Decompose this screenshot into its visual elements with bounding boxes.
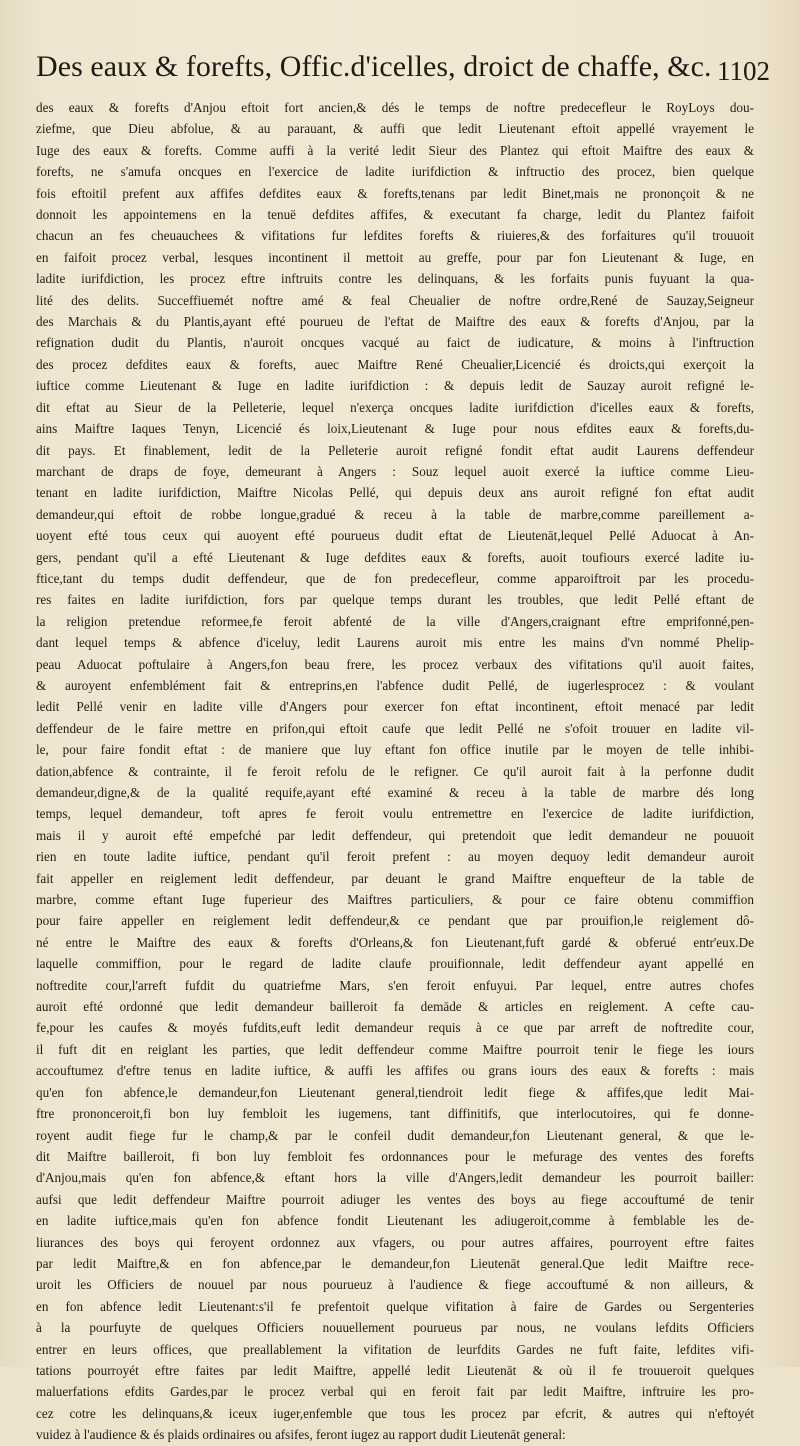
text-line: donnoit les appointemens en la tenuë defdites affifes, & executant fa charge, ledit du Plantez faifoit (36, 207, 754, 223)
text-line: ziefme, que Dieu abfolue, & au parauant, & auffi que ledit Lieutenant eftoit appellé vrayement le (36, 121, 754, 137)
text-line: dant lequel temps & abfence d'iceluy, ledit Laurens auroit mis entre les mains d'vn nommé Phelip- (36, 635, 754, 651)
text-line: Iuge des eaux & forefts. Comme auffi à la verité ledit Sieur des Plantez qui eftoit Maiftre des eaux & (36, 142, 754, 158)
text-line: en ladite iuftice,mais qu'en fon abfence fondit Lieutenant les adiugeroit,comme à femblable les de- (36, 1213, 754, 1229)
text-line: fait appeller en reiglement ledit deffendeur, par deuant le grand Maiftre enquefteur de la table de (36, 870, 754, 886)
text-line: il fuft dit en reiglant les parties, que ledit deffendeur comme Maiftre pourroit tenir le fiege les iours (36, 1041, 754, 1057)
text-line: marchant de draps de foye, demeurant à Angers : Souz lequel auoit exercé la iuftice comme Lieu- (36, 463, 754, 479)
text-line: fois eftoitil prefent aux affifes defdites eaux & forefts,tenans par ledit Binet,mais ne prononçoit & ne (36, 185, 754, 201)
text-line: ladite iurifdiction, les procez eftre inftruits contre les delinquans, & les forfaits punis fuyuant la qua- (36, 271, 754, 287)
text-line: tenant en ladite iurifdiction, Maiftre Nicolas Pellé, qui depuis deux ans auroit refigné fon eftat audit (36, 485, 754, 501)
text-line: qu'en fon abfence,le demandeur,fon Lieutenant general,tiendroit ledit fiege & affifes,que ledit Mai- (36, 1084, 754, 1100)
text-line: mais il y auroit efté empefché par ledit deffendeur, qui pretendoit que ledit demandeur ne pouuoit (36, 827, 754, 843)
text-line: à la pourfuyte de quelques Officiers nouuellement pourueus par nous, ne voulans lefdits Officiers (36, 1320, 754, 1336)
text-line: la religion pretendue reformee,fe feroit abfenté de la ville d'Angers,craignant eftre emprifonné,pen- (36, 613, 754, 629)
text-line: le, pour faire fondit eftat : de maniere que luy eftant fon office inutile par le moyen de telle inhibi- (36, 742, 754, 758)
text-line: noftredite cour,l'arreft fufdit du quatriefme Mars, s'en feroit enfuyui. Par lequel, entre autres chofes (36, 977, 754, 993)
page-header (36, 42, 776, 92)
text-line: marbre, comme eftant Iuge fuperieur des Maiftres particuliers, & pour ce faire obtenu commiffion (36, 892, 754, 908)
text-line: chacun an fes cheuauchees & vifitations fur lefdites forefts & riuieres,& des forfaitures qu'il trouuoit (36, 228, 754, 244)
text-line: des Marchais & du Plantis,ayant efté pourueu de l'eftat de Maiftre des eaux & forefts d'Anjou, par la (36, 314, 754, 330)
text-line: gers, pendant qu'il a efté Lieutenant & Iuge defdites eaux & forefts, auoit toufiours exercé ladite iu- (36, 549, 754, 565)
text-line: liurances des boys qui feroyent ordonnez aux vfagers, ou pour autres affaires, pourroyent eftre faites (36, 1234, 754, 1250)
text-line: des eaux & forefts d'Anjou eftoit fort ancien,& dés le temps de noftre predecefleur le RoyLoys dou- (36, 100, 754, 115)
text-line: demandeur,digne,& de la qualité requife,ayant efté examiné & receu à la table de marbre dés long (36, 785, 754, 800)
text-line: dation,abfence & contrainte, il fe feroit refolu de le refigner. Ce qu'il auroit fait à la perfonne dudit (36, 763, 754, 779)
text-line: res faites en ladite iurifdiction, fors par quelque temps durant les troubles, que ledit Pellé eftant de (36, 592, 754, 608)
text-line: uoyent efté tous ceux qui auoyent efté pourueus dudit eftat de Lieutenāt,lequel Pellé Aduocat à An- (36, 528, 754, 544)
text-line: ains Maiftre Iaques Tenyn, Licencié és loix,Lieutenant & Iuge pour nous efdites eaux & forefts,du- (36, 421, 754, 437)
text-line: laquelle commiffion, pour le regard de ladite claufe prouifionnale, ledit deffendeur ayant appellé en (36, 956, 754, 972)
text-line: & auroyent enfemblément fait & entreprins,en l'abfence dudit Pellé, de iugerlesprocez : & voulant (36, 677, 754, 693)
text-line: peau Aduocat poftulaire à Angers,fon beau frere, les procez verbaux des vifitations qu'il auoit faites, (36, 656, 754, 672)
text-line: ledit Pellé venir en ladite ville d'Angers pour exercer fon eftat incontinent, eftoit menacé par ledit (36, 699, 754, 715)
text-line: cez cotre les delinquans,& iceux iuger,enfemble que tous les procez par efcrit, & autres qui n'eftoyét (36, 1405, 754, 1421)
text-line: deffendeur de le faire mettre en prifon,qui eftoit caufe que ledit Pellé ne s'ofoit trouuer en ladite vil- (36, 720, 754, 736)
text-line: par ledit Maiftre,& en fon abfence,par le demandeur,fon Lieutenāt general.Que ledit Maiftre rece- (36, 1255, 754, 1271)
text-line: demandeur,qui eftoit de robbe longue,gradué & receu à la table de marbre,comme pareillement a- (36, 506, 754, 522)
text-line: aufsi que ledit deffendeur Maiftre pourroit adiuger les ventes des boys au fiege accouftumé de tenir (36, 1191, 754, 1207)
text-line: fe,pour les caufes & moyés fufdits,euft ledit demandeur requis à ce que par arreft de noftredite cour, (36, 1020, 754, 1036)
text-line: dit Maiftre bailleroit, fi bon luy fembloit fes ordonnances pour le mefurage des ventes des forefts (36, 1148, 754, 1164)
text-line: maluerfations efdits Gardes,par le procez verbal qui en feroit fait par ledit Maiftre, inftruire les pro- (36, 1384, 754, 1400)
text-line: refignation dudit du Plantis, n'auroit oncques vacqué au faict de iudicature, & moins à l'inftruction (36, 335, 754, 351)
text-line: en faifoit procez verbal, lesques incontinent il mettoit au greffe, pour par fon Lieutenant & Iuge, en (36, 249, 754, 265)
text-line: lité des delits. Succeffiuemét noftre amé & feal Cheualier de noftre ordre,René de Sauzay,Seigneur (36, 292, 754, 308)
text-line: accouftumez d'eftre tenus en ladite iuftice, & auffi les affifes ou grans iours des eaux & forefts : mais (36, 1063, 754, 1079)
text-line: vuidez à l'audience & és plaids ordinaires ou afsifes, feront iugez au rapport dudit Lieutenāt general: (36, 1427, 566, 1443)
text-line: né entre le Maiftre des eaux & forefts d'Orleans,& fon Lieutenant,fuft gardé & obferué entr'eux.De (36, 934, 754, 950)
body-text (36, 97, 754, 1446)
text-line: uroit les Officiers de nouuel par nous pourueuz à l'audience & fiege accouftumé & non ailleurs, & (36, 1277, 754, 1293)
text-line: en fon abfence ledit Lieutenant:s'il fe prefentoit quelque vifitation à faire de Gardes ou Sergenteries (36, 1298, 754, 1314)
text-line: dit eftat au Sieur de la Pelleterie, lequel n'exerça oncques ladite iurifdiction d'icelles eaux & forefts, (36, 399, 754, 415)
running-title: Des eaux & forefts, Offic.d'icelles, droict de chaffe, &c. (36, 50, 712, 83)
text-line: dit pays. Et finablement, ledit de la Pelleterie auroit refigné fondit eftat audit Laurens deffendeur (36, 442, 754, 458)
text-line: rien en toute ladite iuftice, pendant qu'il feroit prefent : au moyen dequoy ledit demandeur auroit (36, 849, 754, 865)
text-line: pour faire appeller en reiglement ledit deffendeur,& ce pendant que par prouifion,le reiglement dô- (36, 913, 754, 929)
folio-number: 1102 (717, 56, 770, 86)
text-line: d'Anjou,mais qu'en fon abfence,& eftant hors la ville d'Angers,ledit demandeur les pourroit bailler: (36, 1170, 754, 1186)
text-line: ftice,tant du temps dudit deffendeur, que de fon predecefleur, comme apparoiftroit par les procedu- (36, 570, 754, 586)
text-line: auroit efté ordonné que ledit demandeur bailleroit fa demāde & articles en reiglement. A cefte cau- (36, 999, 754, 1015)
text-line: des procez defdites eaux & forefts, auec Maiftre René Cheualier,Licencié és droicts,qui exerçoit la (36, 356, 754, 372)
text-line: temps, lequel demandeur, toft apres fe feroit voulu entremettre en l'exercice de ladite iurifdiction, (36, 806, 754, 822)
text-line: iuftice comme Lieutenant & Iuge en ladite iurifdiction : & depuis ledit de Sauzay auroit refigné le- (36, 378, 754, 394)
text-line: forefts, ne s'amufa oncques en l'exercice de ladite iurifdiction & inftructio des procez, bien quelque (36, 164, 754, 180)
text-line: royent audit fiege fur le champ,& par le confeil dudit demandeur,fon Lieutenant general, & que le- (36, 1127, 754, 1143)
text-line: entrer en leurs offices, que preallablement la vifitation de leurfdits Gardes ne fuft faite, lefdites vifi- (36, 1341, 754, 1357)
text-line: tations pourroyét eftre faites par ledit Maiftre, appellé ledit Lieutenāt & où il fe trouueroit quelques (36, 1362, 754, 1378)
text-line: ftre prononceroit,fi bon luy fembloit les iugemens, tant diffinitifs, que interlocutoires, qui fe donne- (36, 1106, 754, 1122)
